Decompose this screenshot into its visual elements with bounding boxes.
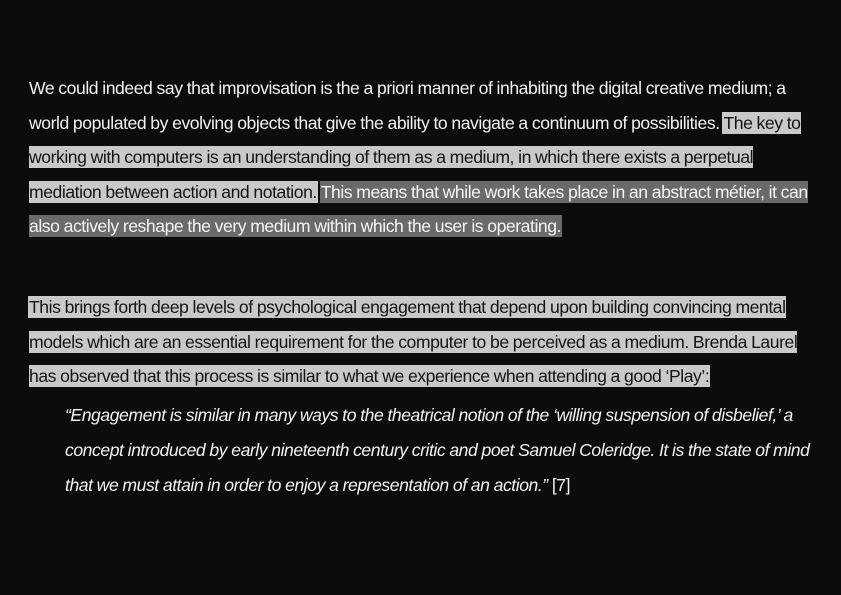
highlight-light-paragraph[interactable]: This brings forth deep levels of psychological engagement that depend upon building convincing mental models which are an essential requirement for the computer to be perceived as a medium. Brenda Laurel has observed that this process is similar to what we experience when attending a good ‘Play’: [29, 297, 798, 386]
paragraph-improvisation [29, 71, 819, 244]
paragraph-engagement [29, 290, 819, 394]
highlight-light-passage[interactable]: The key to working with computers is an understanding of them as a medium, in which there exists a perpetual mediation between action and notation. [29, 112, 801, 202]
highlight-dark-passage[interactable]: This means that while work takes place in an abstract métier, it can also actively reshape the very medium within which the user is operating. [29, 181, 808, 236]
paragraph1-plain-text: We could indeed say that improvisation is the a priori manner of inhabiting the digital creative medium; a world populated by evolving objects that give the ability to navigate a continuum of possibilities. [29, 78, 786, 133]
block-quote [65, 398, 825, 503]
citation-reference[interactable]: [7] [547, 475, 571, 495]
quote-text: “Engagement is similar in many ways to the theatrical notion of the ‘willing suspension of disbelief,’ a concept introduced by early nineteenth century critic and poet Samuel Coleridge. It is the state of mind that we must attain in order to enjoy a representation of an action.” [65, 405, 810, 495]
